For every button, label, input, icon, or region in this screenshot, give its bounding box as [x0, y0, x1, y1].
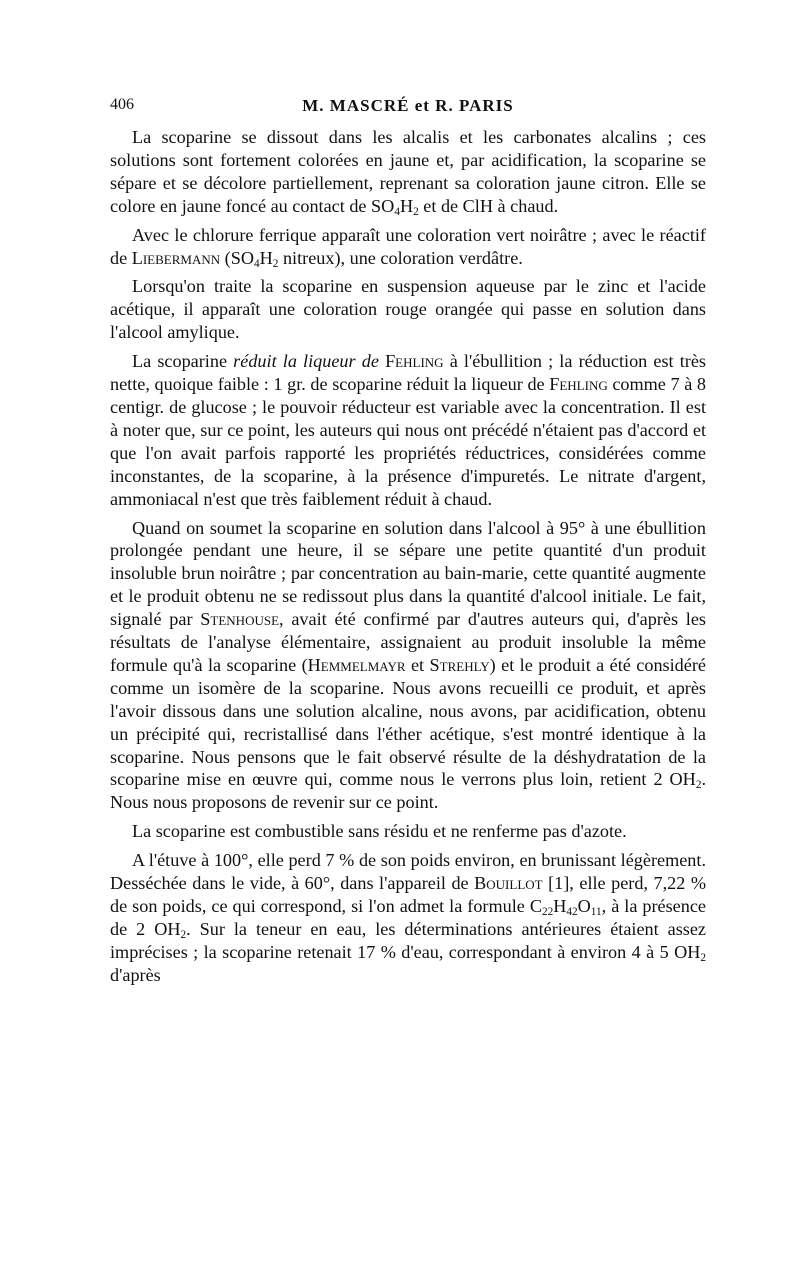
- author-name: Bouillot: [474, 873, 543, 894]
- text-run: , avait été confirmé par d'autres auteurs qui, d'après les résultats de l'analyse élémentaire, assignaient au produit insoluble la même formule qu'à la scoparine (: [110, 609, 706, 675]
- text-run: Quand on soumet la scoparine en solution dans l'alcool à 95° à une ébullition prolongée pendant une heure, il se sépare une petite quantité d'un produit insoluble brun noirâtre ; par concentration au bain-marie, cette quantité augmente et le produit obtenu ne se redissout plus dans la quantité d'alcool initiale. Le fait, signalé par: [110, 517, 706, 630]
- paragraph-4: [110, 350, 706, 510]
- text-run: , à la présence de 2 OH: [110, 896, 706, 939]
- text-run: La scoparine se dissout dans les alcalis et les carbonates alcalins ; ces solutions sont fortement colorées en jaune et, par acidification, la scoparine se sépare et se décolore partiellement, reprenant sa coloration jaune citron. Elle se colore en jaune foncé au contact de SO: [110, 127, 706, 216]
- subscript: 2: [180, 928, 187, 941]
- text-run: La scoparine: [132, 351, 234, 372]
- author-name: Stenhouse: [200, 609, 280, 630]
- subscript: 2: [695, 779, 702, 792]
- paragraph-1: [110, 126, 706, 218]
- text-run: Avec le chlorure ferrique apparaît une coloration vert noirâtre ; avec le réactif de: [110, 224, 706, 268]
- subscript: 42: [566, 906, 578, 918]
- running-head: M. MASCRÉ et R. PARIS: [302, 96, 514, 115]
- author-name: Fehling: [385, 351, 444, 372]
- subscript: 2: [413, 205, 419, 218]
- text-run: Lorsqu'on traite la scoparine en suspension aqueuse par le zinc et l'acide acétique, il apparaît une coloration rouge orangée qui passe en solution dans l'alcool amylique.: [110, 276, 706, 343]
- text-run: H: [399, 195, 414, 216]
- subscript: 4: [394, 205, 400, 218]
- text-run: La scoparine est combustible sans résidu et ne renferme pas d'azote.: [132, 821, 627, 842]
- paragraph-3: [110, 275, 706, 344]
- text-run: . Nous nous proposons de revenir sur ce point.: [110, 769, 706, 813]
- text-run: à l'ébullition ; la réduction est très nette, quoique faible : 1 gr. de scoparine réduit la liqueur de: [110, 351, 707, 395]
- subscript: 22: [541, 906, 554, 918]
- text-run: [1], elle perd, 7,22 % de son poids, ce qui correspond, si l'on admet la formule C: [110, 873, 706, 916]
- text-run: H: [553, 896, 567, 916]
- text-run: . Sur la teneur en eau, les déterminations antérieures étaient assez imprécises ; la scoparine retenait 17 % d'eau, correspondant à environ 4 à 5 OH: [110, 918, 706, 962]
- page: [110, 96, 706, 987]
- text-run: A l'étuve à 100°, elle perd 7 % de son poids environ, en brunissant légèrement. Desséchée dans le vide, à 60°, dans l'appareil de: [110, 850, 706, 894]
- author-name: Hemmelmayr: [307, 654, 406, 675]
- author-name: Fehling: [549, 374, 608, 395]
- text-run: ) et le produit a été considéré comme un isomère de la scoparine. Nous avons recueilli ce produit, et après l'avoir dissous dans une solution alcaline, nous avons, par acidification, obtenu un précipité qui, recristallisé dans l'éther acétique, s'est montré identique à la scoparine. Nous pensons que le fait observé résulte de la déshydratation de la scoparine mise en œuvre qui, comme nous le verrons plus loin, retient 2 OH: [110, 654, 706, 790]
- paragraph-5: [110, 517, 706, 815]
- paragraph-6: [110, 820, 706, 843]
- author-name: Liebermann: [131, 247, 221, 268]
- text-run: nitreux), une coloration verdâtre.: [278, 247, 523, 268]
- body-text: [110, 126, 706, 987]
- page-header: [110, 96, 706, 126]
- text-run: H: [259, 247, 273, 268]
- subscript: 11: [590, 906, 602, 918]
- subscript: 4: [253, 257, 260, 270]
- paragraph-7: [110, 849, 706, 986]
- italic-text: réduit la liqueur de: [233, 351, 379, 372]
- text-run: d'après: [110, 964, 161, 985]
- page-number: 406: [110, 96, 134, 113]
- subscript: 2: [700, 951, 706, 964]
- text-run: et: [405, 654, 430, 675]
- subscript: 2: [272, 257, 279, 270]
- author-name: Strehly: [429, 654, 490, 675]
- text-run: (SO: [220, 247, 254, 268]
- text-run: et de ClH à chaud.: [418, 195, 559, 216]
- paragraph-2: [110, 224, 706, 270]
- text-run: comme 7 à 8 centigr. de glucose ; le pouvoir réducteur est variable avec la concentration. Il est à noter que, sur ce point, les auteurs qui nous ont précédé n'étaient pas d'accord et que l'on avait parfois rapporté les propriétés réductrices, considérées comme inconstantes, de la scoparine, à la présence d'impuretés. Le nitrate d'argent, ammoniacal n'est que très faiblement réduit à chaud.: [110, 374, 706, 509]
- text-run: O: [577, 896, 591, 916]
